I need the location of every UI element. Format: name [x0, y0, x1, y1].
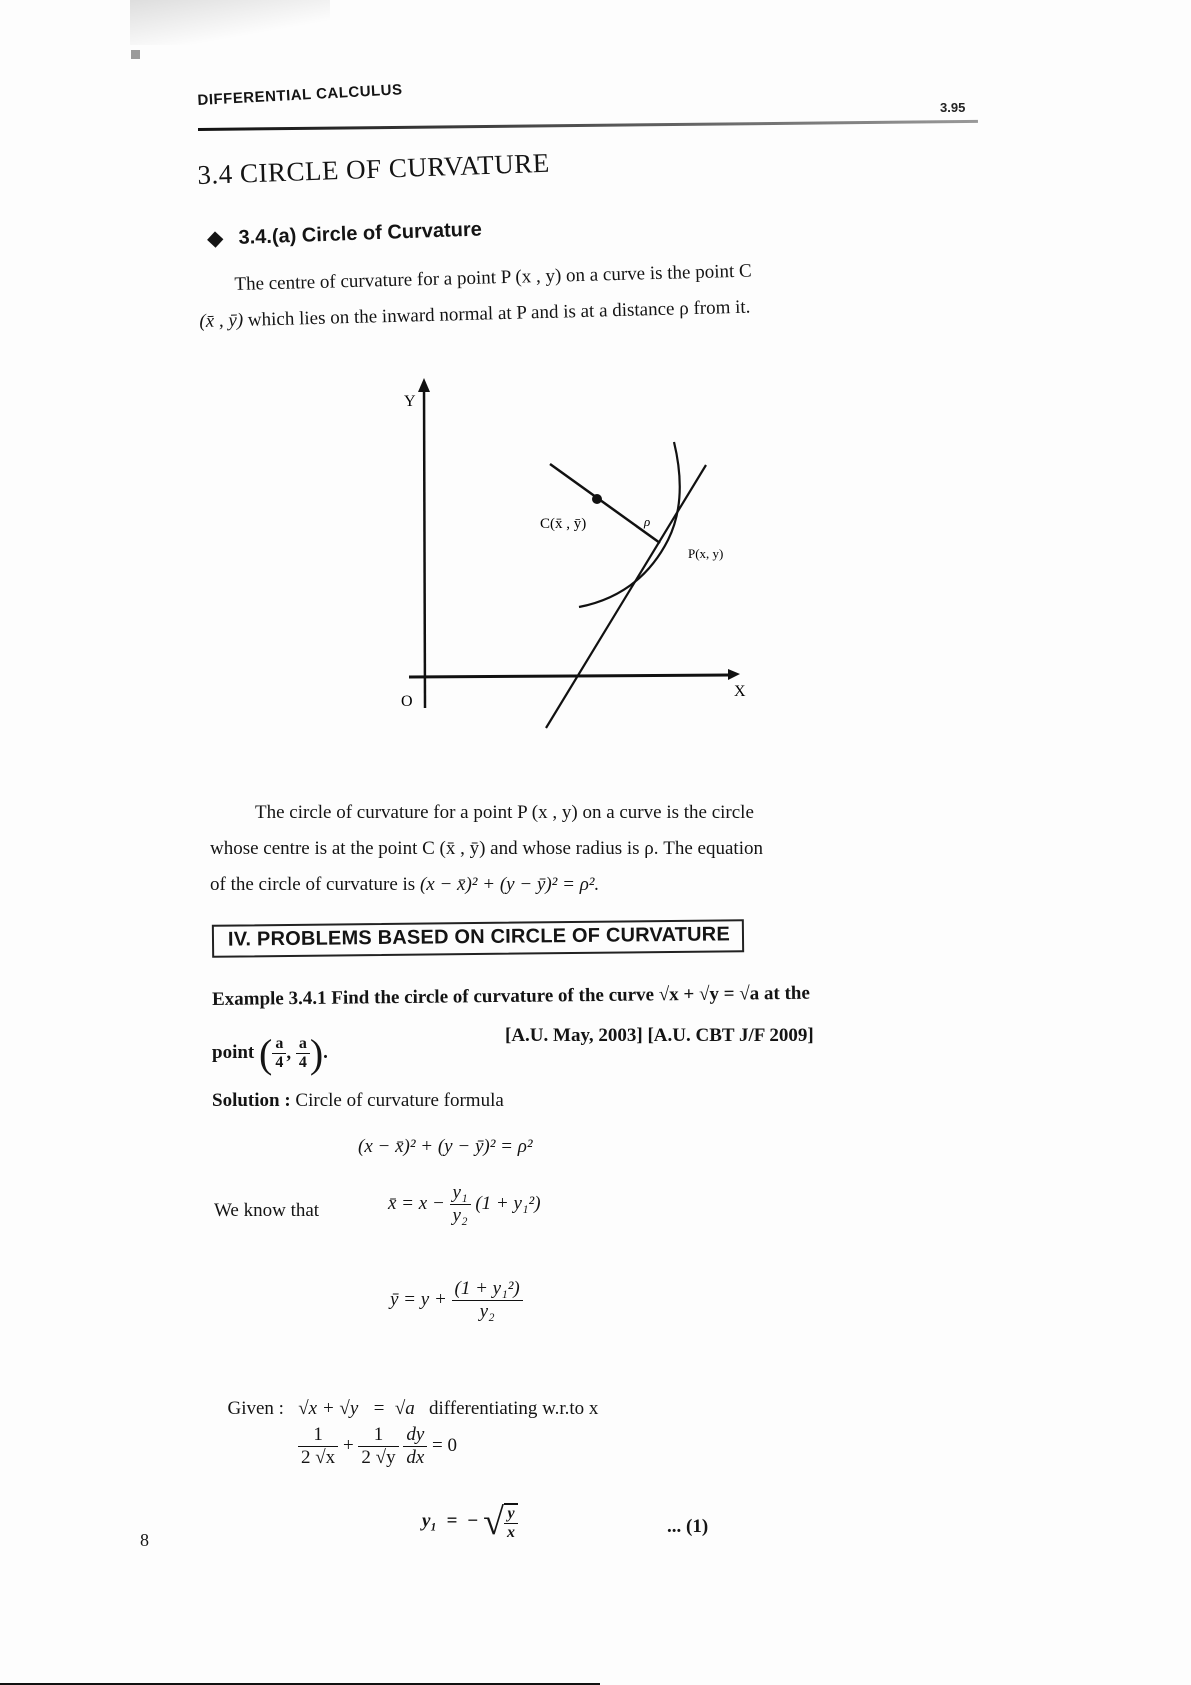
example-statement [212, 972, 972, 1020]
point-x-fraction [272, 1035, 286, 1072]
subsection-title: Circle of Curvature [301, 218, 483, 247]
page-number: 3.95 [940, 100, 966, 115]
y1-fraction [504, 1503, 518, 1542]
y1-den: x [507, 1523, 516, 1541]
header-rule [198, 120, 978, 131]
centre-coordinates: (x̄ , ȳ) [199, 309, 244, 332]
exam-reference: [A.U. May, 2003] [A.U. CBT J/F 2009] [505, 1025, 814, 1046]
intro-line-1: The centre of curvature for a point P (x , y) on a curve is the point C [234, 260, 752, 296]
centre-point [592, 494, 602, 504]
x-axis-arrowhead [728, 669, 740, 680]
diff-term-1 [298, 1424, 338, 1469]
example-point: point ( $\frac{a}{4}$ , $\frac{a}{4}$ ). [212, 1031, 328, 1076]
differentiation-equation [298, 1424, 457, 1469]
ybar-fraction [452, 1278, 523, 1323]
diff-den-1: 2 √x [301, 1447, 336, 1468]
diff-num-2: 1 [358, 1424, 398, 1447]
point-y-fraction [296, 1035, 310, 1072]
ybar-lhs: ȳ = y + [390, 1288, 447, 1310]
y1-lhs: y₁ = − [422, 1510, 479, 1532]
circle-line-2: whose centre is at the point C (x̄ , ȳ) and whose radius is ρ. The equation [210, 838, 763, 859]
point-y-den: 4 [298, 1054, 307, 1071]
circle-line-1: The circle of curvature for a point P (x , y) on a curve is the circle [255, 802, 754, 823]
xbar-formula [388, 1182, 541, 1227]
equation-tag: ... (1) [667, 1516, 709, 1537]
we-know-that: We know that [214, 1200, 320, 1221]
subsection-heading [207, 216, 482, 251]
point-x-num: a [272, 1035, 286, 1054]
margin-number: 8 [140, 1530, 149, 1550]
section-title [197, 148, 550, 191]
solution-text: Circle of curvature formula [290, 1090, 504, 1111]
curvature-diagram [360, 360, 760, 740]
solution-label: Solution : [212, 1090, 291, 1111]
diff-rhs: = 0 [432, 1434, 457, 1456]
dy: dy [403, 1424, 427, 1447]
ybar-formula [390, 1278, 523, 1323]
diff-num-1: 1 [298, 1424, 338, 1447]
subsection-number: 3.4.(a) [238, 224, 297, 249]
circle-paragraph [210, 795, 970, 831]
intro-line-2-text: which lies on the inward normal at P and is at a distance ρ from it. [242, 296, 751, 331]
point-word: point [212, 1041, 255, 1063]
xbar-num: y₁ [450, 1182, 471, 1205]
given-equation: √x + √y = √a [298, 1398, 415, 1419]
tangent-line [546, 465, 706, 728]
circle-equation: (x − x̄)² + (y − ȳ)² = ρ². [419, 874, 600, 895]
section-number: 3.4 [196, 158, 234, 191]
xbar-lhs: x̄ = x − [388, 1192, 445, 1214]
example-label: Example 3.4.1 [211, 987, 327, 1010]
left-paren: ( [259, 1031, 273, 1076]
circle-line-3 [210, 867, 970, 903]
origin-label: O [401, 693, 413, 710]
given-label: Given : [227, 1398, 284, 1419]
curve [579, 442, 680, 607]
dy-dx [403, 1424, 427, 1469]
xbar-tail: (1 + y₁²) [475, 1192, 541, 1214]
problems-section-header: IV. PROBLEMS BASED ON CIRCLE OF CURVATURE [212, 919, 744, 958]
radius-label: ρ [644, 514, 651, 529]
ybar-num: (1 + y₁²) [452, 1278, 523, 1301]
xbar-fraction [450, 1182, 471, 1227]
ybar-den: y₂ [479, 1301, 495, 1322]
diff-den-2: 2 √y [361, 1447, 396, 1468]
point-y-num: a [296, 1035, 310, 1054]
centre-label: C(x̄ , ȳ) [540, 516, 587, 532]
y1-num: y [504, 1505, 518, 1524]
circle-formula: (x − x̄)² + (y − ȳ)² = ρ² [358, 1136, 533, 1157]
example-text: Find the circle of curvature of the curve √x + √y = √a at the [326, 982, 810, 1009]
diff-plus: + [342, 1434, 354, 1456]
scan-mark [131, 50, 140, 59]
right-paren: ) [309, 1031, 324, 1076]
point-x-den: 4 [275, 1054, 284, 1071]
section-title-text: CIRCLE OF CURVATURE [239, 147, 551, 189]
xbar-den: y₂ [452, 1205, 468, 1226]
circle-line-3-text: of the circle of curvature is [210, 874, 420, 895]
x-axis-label: X [734, 683, 746, 700]
circle-paragraph-cont [210, 831, 970, 903]
intro-paragraph [198, 248, 970, 340]
given-note: differentiating w.r.to x [429, 1398, 599, 1419]
y-axis [424, 384, 425, 708]
given-line [218, 1376, 598, 1420]
running-head: DIFFERENTIAL CALCULUS [197, 81, 403, 109]
x-axis [409, 675, 730, 677]
diamond-bullet-icon: ◆ [207, 227, 224, 251]
scan-shadow [130, 0, 330, 45]
point-label: P(x, y) [688, 546, 724, 561]
diff-term-2 [358, 1424, 398, 1469]
y1-equation [422, 1500, 518, 1544]
solution-intro [212, 1090, 504, 1112]
dx: dx [406, 1447, 425, 1468]
sqrt-icon: √ [483, 1501, 505, 1543]
y-axis-label: Y [404, 393, 416, 410]
